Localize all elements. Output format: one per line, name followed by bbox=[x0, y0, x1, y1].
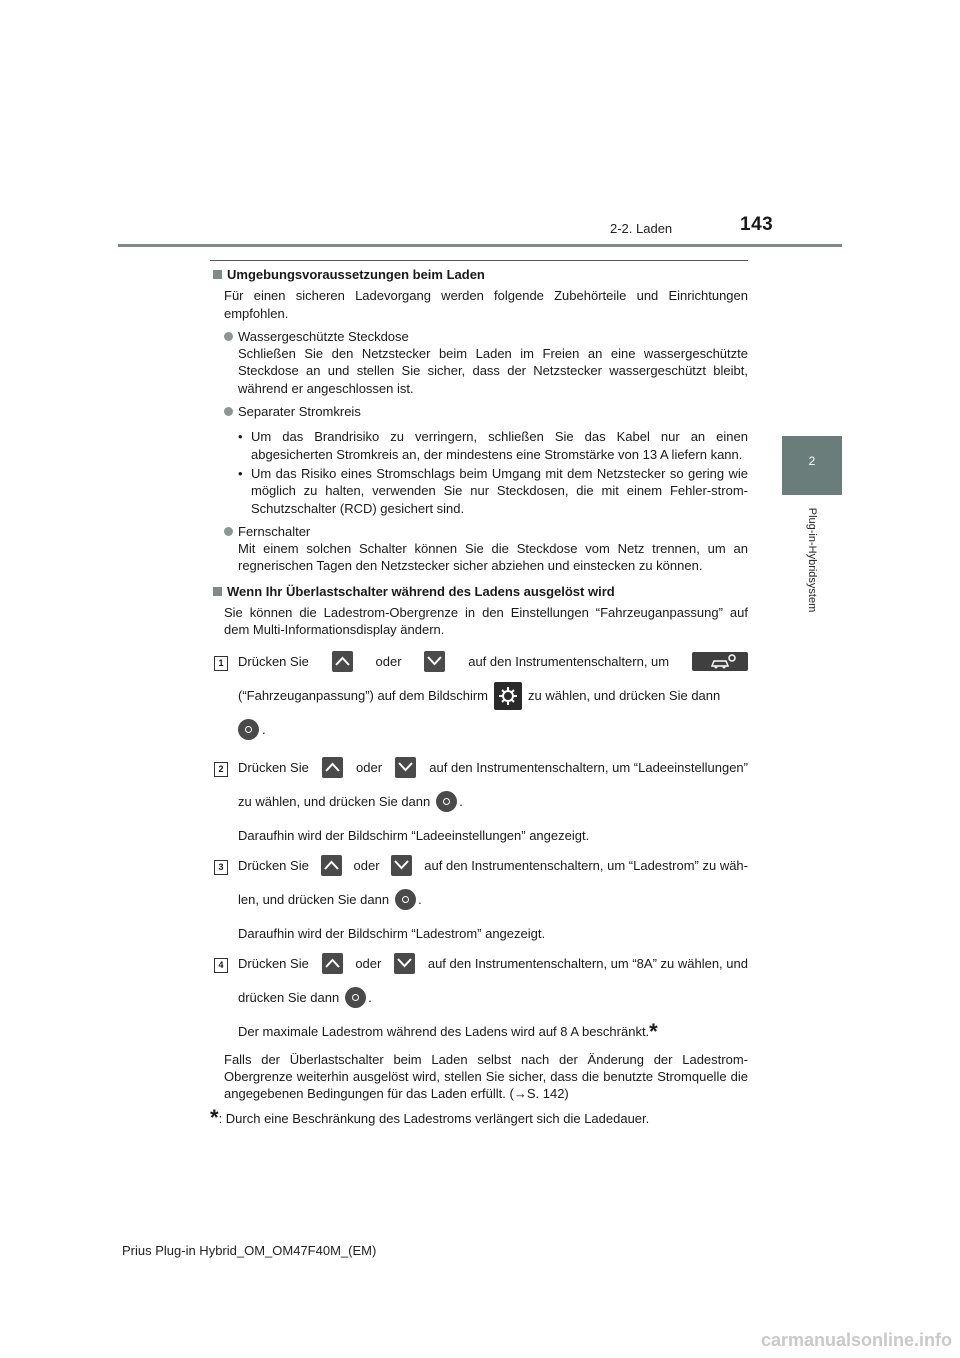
list-item-title: Separater Stromkreis bbox=[238, 404, 361, 420]
circle-bullet-icon bbox=[224, 407, 233, 416]
step-result: Daraufhin wird der Bildschirm “Ladestrom” angezeigt. bbox=[238, 925, 546, 941]
ok-button-icon bbox=[395, 889, 416, 910]
sub-bullet: • bbox=[238, 429, 243, 445]
square-bullet-icon bbox=[213, 587, 222, 596]
circle-bullet-icon bbox=[224, 527, 233, 536]
footnote-marker: * bbox=[210, 1104, 219, 1130]
ok-button-icon bbox=[345, 987, 366, 1008]
page-number: 143 bbox=[740, 214, 774, 235]
up-arrow-icon bbox=[322, 953, 343, 974]
section-title: 2-2. Laden bbox=[610, 221, 673, 236]
step-number: 1 bbox=[214, 656, 228, 671]
sub-bullet: • bbox=[238, 465, 243, 481]
vehicle-settings-icon bbox=[692, 652, 748, 671]
circle-bullet-icon bbox=[224, 332, 233, 341]
footnote-marker: * bbox=[649, 1018, 658, 1044]
step-1: 1 Drücken Sie oder auf den Instrumentenschaltern, um (“Fahrzeuganpassung”) auf dem Bildschirm zu wählen, und drücken Sie dann . bbox=[210, 645, 748, 747]
chapter-tab-number: 2 bbox=[808, 454, 816, 468]
step-result: Der maximale Ladestrom während des Ladens wird auf 8 A beschränkt. bbox=[238, 1023, 650, 1039]
main-content bbox=[210, 266, 748, 1130]
step-number: 4 bbox=[214, 958, 228, 973]
content-rule bbox=[210, 260, 748, 261]
down-arrow-icon bbox=[391, 855, 412, 876]
chapter-tab bbox=[782, 436, 842, 495]
footnote: *: Durch eine Beschränkung des Ladestroms verlängert sich die Ladedauer. bbox=[210, 1104, 650, 1130]
down-arrow-icon bbox=[394, 953, 415, 974]
watermark: carmanualsonline.info bbox=[760, 1330, 952, 1350]
down-arrow-icon bbox=[424, 651, 445, 672]
list-item-title: Fernschalter bbox=[238, 523, 311, 539]
step-number: 3 bbox=[214, 860, 228, 875]
step-number: 2 bbox=[214, 762, 228, 777]
sub-list-item: • Um das Brandrisiko zu verringern, schließen Sie das Kabel nur an einen abgesicherten Stromkreis an, der mindestens eine Stromstärke von 13 A liefern kann. bbox=[238, 429, 748, 462]
ok-button-icon bbox=[436, 791, 457, 812]
paragraph: Für einen sicheren Ladevorgang werden folgende Zubehörteile und Einrichtungen empfohlen. bbox=[224, 288, 748, 321]
sub-list-item: • Um das Risiko eines Stromschlags beim Umgang mit dem Netzstecker so gering wie möglich zu halten, verwenden Sie nur Steckdosen, die mit einem Fehler-strom-Schutzschalter (RCD) gesichert sind. bbox=[238, 465, 748, 516]
up-arrow-icon bbox=[332, 651, 353, 672]
list-item bbox=[210, 523, 748, 575]
ok-button-icon bbox=[238, 719, 259, 740]
closing-paragraph: Falls der Überlastschalter beim Laden selbst nach der Änderung der Ladestrom-Obergrenze weiterhin ausgelöst wird, stellen Sie sicher, dass die benutzte Stromquelle die angegebenen Bedingungen für das Laden erfüllt. (→S. 142) bbox=[224, 1051, 748, 1102]
down-arrow-icon bbox=[395, 757, 416, 778]
header-rule bbox=[118, 244, 842, 247]
up-arrow-icon bbox=[322, 757, 343, 778]
step-result: Daraufhin wird der Bildschirm “Ladeeinstellungen” angezeigt. bbox=[238, 827, 590, 843]
step-2: 2 Drücken Sie oder auf den Instrumentenschaltern, um “Ladeeinstellungen” zu wählen, und drücken Sie dann . Daraufhin wird der Bildschirm “Ladeeinstellungen” angezeigt. bbox=[210, 751, 748, 853]
list-item-text: Schließen Sie den Netzstecker beim Laden im Freien an eine wassergeschützte Steckdose an und stellen Sie sicher, dass der Netzstecker wassergeschützt bleibt, während er angeschlossen ist. bbox=[238, 346, 748, 396]
footer-doc-id: Prius Plug-in Hybrid_OM_OM47F40M_(EM) bbox=[122, 1243, 377, 1258]
square-bullet-icon bbox=[213, 270, 222, 279]
paragraph: Sie können die Ladestrom-Obergrenze in den Einstellungen “Fahrzeuganpassung” auf dem Multi-Informationsdisplay ändern. bbox=[224, 605, 748, 638]
list-item-text: Mit einem solchen Schalter können Sie die Steckdose vom Netz trennen, um an regnerischen Tagen den Netzstecker sicher abziehen und einstecken zu können. bbox=[238, 541, 748, 574]
list-item bbox=[210, 403, 748, 420]
settings-gear-icon bbox=[494, 682, 522, 710]
step-4: 4 Drücken Sie oder auf den Instrumentenschaltern, um “8A” zu wählen, und drücken Sie dann . Der maximale Ladestrom während des Ladens wird auf 8 A beschränkt. * bbox=[210, 947, 748, 1049]
up-arrow-icon bbox=[321, 855, 342, 876]
chapter-label-text: Plug-in-Hybridsystem bbox=[806, 507, 818, 613]
section-heading-overload: Wenn Ihr Überlastschalter während des Ladens ausgelöst wird bbox=[210, 583, 748, 600]
section-heading-environment: Umgebungsvoraussetzungen beim Laden bbox=[210, 266, 748, 283]
list-item bbox=[210, 328, 748, 397]
list-item-title: Wassergeschützte Steckdose bbox=[238, 328, 409, 344]
step-3: 3 Drücken Sie oder auf den Instrumentenschaltern, um “Ladestrom” zu wäh- len, und drücken Sie dann . Daraufhin wird der Bildschirm “Ladestrom” angezeigt. bbox=[210, 849, 748, 951]
